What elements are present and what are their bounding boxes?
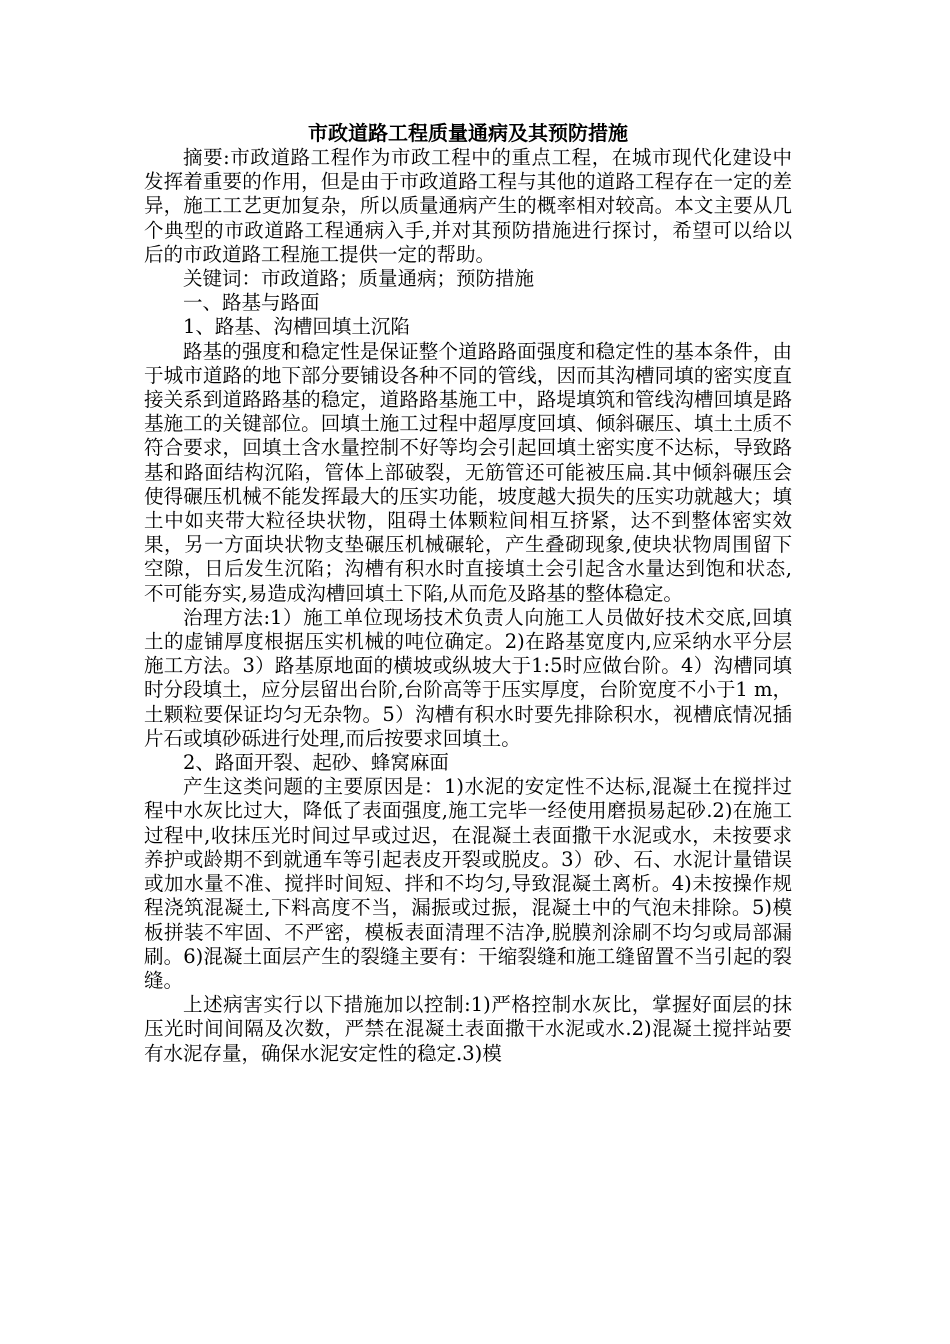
body-paragraph: 路基的强度和稳定性是保证整个道路路面强度和稳定性的基本条件，由于城市道路的地下部分要铺设各种不同的管线，因而其沟槽同填的密实度直接关系到道路路基的稳定，道路路基施工中，路堤填筑和管线沟槽回填是路基施工的关键部位。回填土施工过程中超厚度回填、倾斜碾压、填土土质不符合要求，回填土含水量控制不好等均会引起回填土密实度不达标，导致路基和路面结构沉陷，管体上部破裂，无筋管还可能被压扁.其中倾斜碾压会使得碾压机械不能发挥最大的压实功能，坡度越大损失的压实功就越大；填土中如夹带大粒径块状物，阻碍土体颗粒间相互挤紧，达不到整体密实效果，另一方面块状物支垫碾压机械碾轮，产生叠砌现象,使块状物周围留下空隙，日后发生沉陷；沟槽有积水时直接填土会引起含水量达到饱和状态,不可能夯实,易造成沟槽回填土下陷,从而危及路基的整体稳定。 xyxy=(144,339,792,605)
body-paragraph: 产生这类问题的主要原因是：1)水泥的安定性不达标,混凝土在搅拌过程中水灰比过大，降低了表面强度,施工完毕一经使用磨损易起砂.2)在施工过程中,收抹压光时间过早或过迟，在混凝土表面撒干水泥或水，未按要求养护或龄期不到就通车等引起表皮开裂或脱皮。3）砂、石、水泥计量错误或加水量不准、搅拌时间短、拌和不均匀,导致混凝土离析。4)未按操作规程浇筑混凝土,下料高度不当，漏振或过振，混凝土中的气泡未排除。5)模板拼装不牢固、不严密，模板表面清理不洁净,脱膜剂涂刷不均匀或局部漏刷。6)混凝土面层产生的裂缝主要有：干缩裂缝和施工缝留置不当引起的裂缝。 xyxy=(144,775,792,992)
subsection-heading-2: 2、路面开裂、起砂、蜂窝麻面 xyxy=(183,751,449,775)
abstract-paragraph: 摘要:市政道路工程作为市政工程中的重点工程，在城市现代化建设中发挥着重要的作用，但是由于市政道路工程与其他的道路工程存在一定的差异，施工工艺更加复杂，所以质量通病产生的概率相对较高。本文主要从几个典型的市政道路工程通病入手,并对其预防措施进行探讨，希望可以给以后的市政道路工程施工提供一定的帮助。 xyxy=(144,146,792,266)
document-page xyxy=(144,118,792,1066)
body-paragraph: 上述病害实行以下措施加以控制:1)严格控制水灰比，掌握好面层的抹压光时间间隔及次数，严禁在混凝土表面撒干水泥或水.2)混凝土搅拌站要有水泥存量，确保水泥安定性的稳定.3)模 xyxy=(144,993,792,1065)
keywords-line: 关键词：市政道路；质量通病；预防措施 xyxy=(183,267,535,291)
subsection-heading-1: 1、路基、沟槽回填土沉陷 xyxy=(183,315,410,339)
document-title: 市政道路工程质量通病及其预防措施 xyxy=(308,121,628,145)
body-paragraph: 治理方法:1）施工单位现场技术负责人向施工人员做好技术交底,回填土的虚铺厚度根据压实机械的吨位确定。2)在路基宽度内,应采纳水平分层施工方法。3）路基原地面的横坡或纵坡大于1:5时应做台阶。4）沟槽同填时分段填土，应分层留出台阶,台阶高等于压实厚度，台阶宽度不小于1 m，土颗粒要保证均匀无杂物。5）沟槽有积水时要先排除积水，视槽底情况插片石或填砂砾进行处理,而后按要求回填土。 xyxy=(144,605,792,750)
section-heading-1: 一、路基与路面 xyxy=(183,291,320,315)
